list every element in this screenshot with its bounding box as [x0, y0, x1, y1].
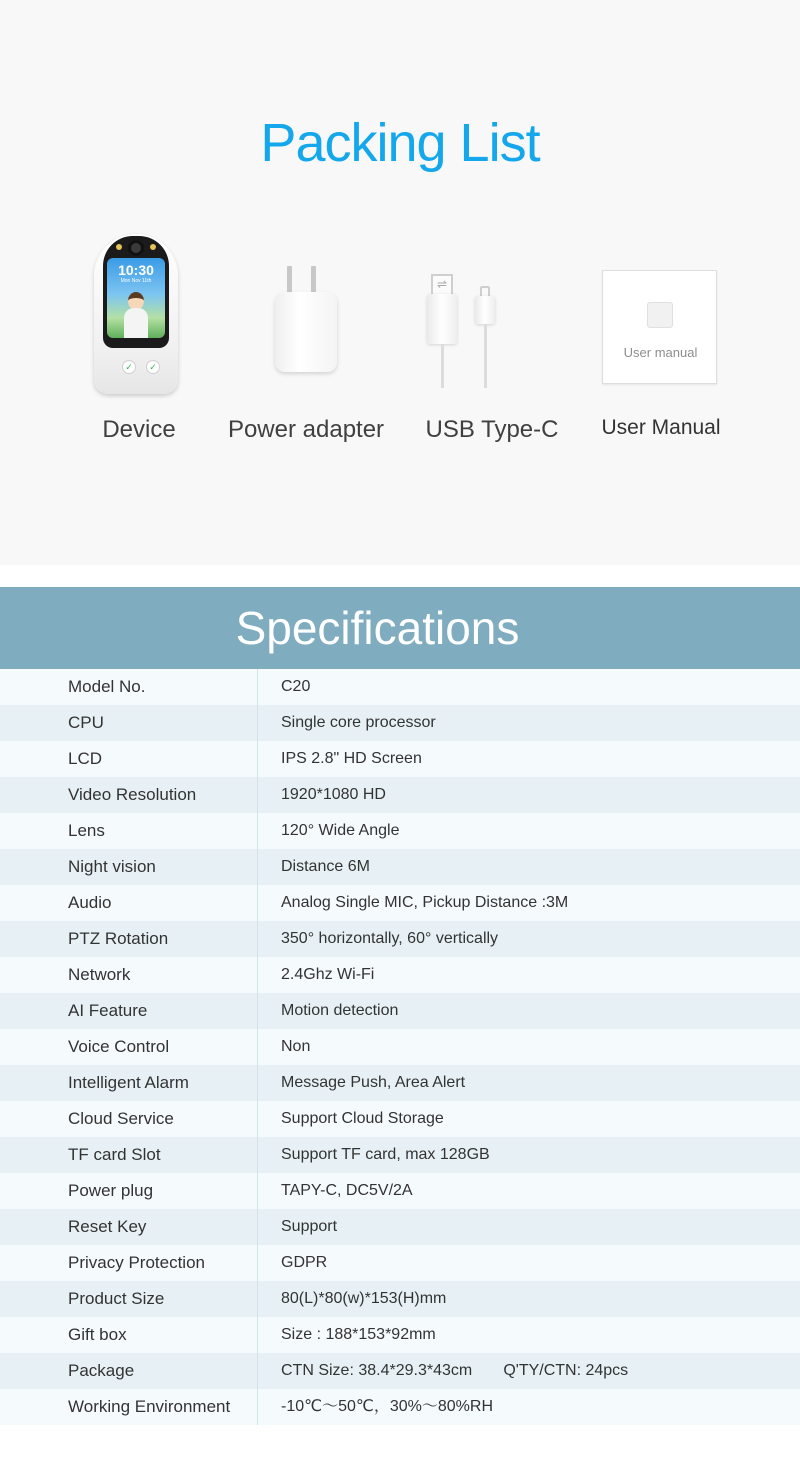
spec-key: Cloud Service — [68, 1109, 174, 1128]
column-divider — [257, 777, 258, 813]
packing-item-label: User Manual — [601, 416, 721, 439]
column-divider — [257, 813, 258, 849]
table-row — [0, 1353, 800, 1389]
packing-list-section — [0, 0, 800, 565]
spec-value: Size : 188*153*92mm — [281, 1326, 436, 1343]
spec-value: 120° Wide Angle — [281, 822, 400, 839]
column-divider — [257, 1389, 258, 1425]
column-divider — [257, 1173, 258, 1209]
spec-value: Distance 6M — [281, 858, 370, 875]
spec-key: Package — [68, 1361, 135, 1380]
column-divider — [257, 669, 258, 705]
packing-item-label: Power adapter — [227, 416, 385, 443]
packing-item-label: USB Type-C — [425, 416, 559, 443]
spec-key: Voice Control — [68, 1037, 170, 1056]
column-divider — [257, 1209, 258, 1245]
column-divider — [257, 741, 258, 777]
spec-key: Model No. — [68, 677, 146, 696]
column-divider — [257, 705, 258, 741]
table-row — [0, 1245, 800, 1281]
table-row — [0, 993, 800, 1029]
table-row — [0, 777, 800, 813]
spec-key: TF card Slot — [68, 1145, 161, 1164]
table-row — [0, 1317, 800, 1353]
spec-key: Working Environment — [68, 1397, 231, 1416]
table-row — [0, 813, 800, 849]
spec-key: Network — [68, 965, 131, 984]
column-divider — [257, 1353, 258, 1389]
spec-value: Support TF card, max 128GB — [281, 1146, 490, 1163]
table-row — [0, 669, 800, 705]
spec-value: Motion detection — [281, 1002, 399, 1019]
table-row — [0, 1173, 800, 1209]
table-row — [0, 705, 800, 741]
column-divider — [257, 957, 258, 993]
spec-value: 80(L)*80(w)*153(H)mm — [281, 1290, 447, 1307]
packing-list-title: Packing List — [260, 113, 540, 173]
spec-value: CTN Size: 38.4*29.3*43cm Q'TY/CTN: 24pcs — [281, 1362, 629, 1379]
device-screen-time: 10:30 — [118, 262, 154, 278]
column-divider — [257, 1281, 258, 1317]
column-divider — [257, 921, 258, 957]
spec-value: Support — [281, 1218, 338, 1235]
spec-value: -10℃～50℃，30%～80%RH — [281, 1398, 494, 1415]
packing-item-usb-type-c: ⇌ USB Type-C — [397, 228, 587, 448]
specifications-header — [0, 587, 800, 669]
packing-item-power-adapter — [211, 228, 401, 448]
spec-value: Single core processor — [281, 714, 436, 731]
spec-value: TAPY-C, DC5V/2A — [281, 1182, 413, 1199]
packing-item-label: Device — [102, 416, 176, 443]
spec-value: Analog Single MIC, Pickup Distance :3M — [281, 894, 569, 911]
packing-item-device — [44, 228, 234, 448]
check-icon: ✓ — [122, 360, 136, 374]
spec-key: Privacy Protection — [68, 1253, 205, 1272]
spec-value: Message Push, Area Alert — [281, 1074, 466, 1091]
spec-value: 2.4Ghz Wi-Fi — [281, 966, 375, 983]
spec-value: IPS 2.8" HD Screen — [281, 750, 422, 767]
column-divider — [257, 1065, 258, 1101]
spec-key: Video Resolution — [68, 785, 197, 804]
spec-value: 350° horizontally, 60° vertically — [281, 930, 499, 947]
spec-value: Non — [281, 1038, 311, 1055]
spec-key: AI Feature — [68, 1001, 148, 1020]
column-divider — [257, 849, 258, 885]
device-screen-date: Mon Nov 11th — [120, 278, 152, 284]
spec-key: Power plug — [68, 1181, 154, 1200]
table-row — [0, 1101, 800, 1137]
column-divider — [257, 1029, 258, 1065]
column-divider — [257, 1317, 258, 1353]
spec-key: PTZ Rotation — [68, 929, 169, 948]
column-divider — [257, 885, 258, 921]
column-divider — [257, 993, 258, 1029]
spec-key: Audio — [68, 893, 112, 912]
spec-key: LCD — [68, 749, 103, 768]
spec-key: CPU — [68, 713, 104, 732]
table-row — [0, 741, 800, 777]
spec-key: Intelligent Alarm — [68, 1073, 189, 1092]
spec-value: GDPR — [281, 1254, 328, 1271]
column-divider — [257, 1245, 258, 1281]
packing-item-user-manual — [566, 228, 756, 448]
table-row — [0, 957, 800, 993]
table-row — [0, 921, 800, 957]
table-row — [0, 885, 800, 921]
column-divider — [257, 1137, 258, 1173]
spec-key: Night vision — [68, 857, 156, 876]
spec-key: Reset Key — [68, 1217, 147, 1236]
section-divider — [0, 565, 800, 587]
user-manual-caption: User manual — [623, 345, 698, 360]
spec-value: Support Cloud Storage — [281, 1110, 444, 1127]
specifications-title: Specifications — [235, 602, 520, 654]
spec-value: 1920*1080 HD — [281, 786, 386, 803]
table-row — [0, 1029, 800, 1065]
specifications-table — [0, 669, 800, 1425]
spec-key: Product Size — [68, 1289, 165, 1308]
table-row — [0, 1389, 800, 1425]
table-row — [0, 1209, 800, 1245]
check-icon: ✓ — [146, 360, 160, 374]
spec-key: Lens — [68, 821, 105, 840]
spec-key: Gift box — [68, 1325, 127, 1344]
table-row — [0, 849, 800, 885]
table-row — [0, 1137, 800, 1173]
table-row — [0, 1065, 800, 1101]
column-divider — [257, 1101, 258, 1137]
spec-value: C20 — [281, 678, 311, 695]
table-row — [0, 1281, 800, 1317]
